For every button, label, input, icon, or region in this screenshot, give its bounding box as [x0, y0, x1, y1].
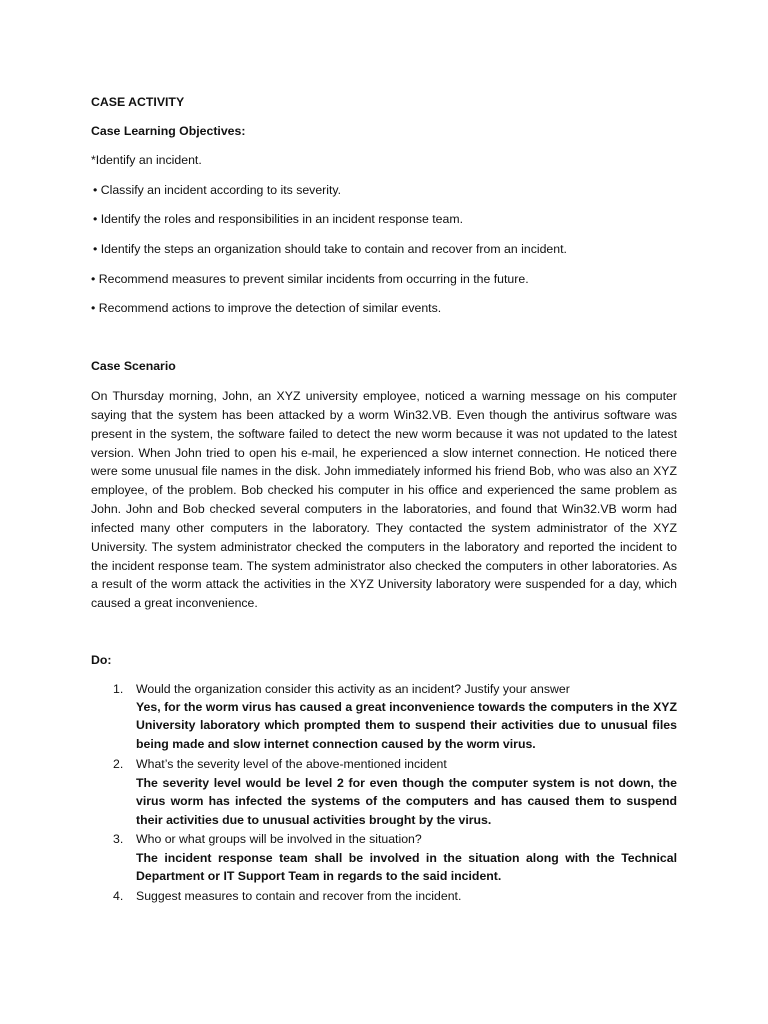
objectives-heading: Case Learning Objectives: — [91, 124, 246, 138]
objective-item: *Identify an incident. — [91, 153, 202, 167]
scenario-heading: Case Scenario — [91, 359, 176, 373]
answer-text: The severity level would be level 2 for even though the computer system is not down, the virus worm has infected the systems of the computers and has caused them to suspend their activities due to unusual activities brought by the virus. — [136, 776, 677, 827]
objective-item: • Identify the roles and responsibilities in an incident response team. — [93, 212, 464, 226]
question-number: 3. — [113, 832, 124, 846]
objective-item: • Classify an incident according to its severity. — [93, 183, 342, 197]
question-text: What’s the severity level of the above-mentioned incident — [136, 757, 447, 771]
document-title: CASE ACTIVITY — [91, 95, 185, 109]
objective-item: • Recommend actions to improve the detection of similar events. — [91, 301, 442, 315]
question-text: Who or what groups will be involved in the situation? — [136, 832, 422, 846]
objective-item: • Recommend measures to prevent similar incidents from occurring in the future. — [91, 272, 529, 286]
question-number: 4. — [113, 889, 124, 903]
objective-item: • Identify the steps an organization should take to contain and recover from an incident. — [93, 242, 567, 256]
scenario-paragraph: On Thursday morning, John, an XYZ university employee, noticed a warning message on his computer saying that the system has been attacked by a worm Win32.VB. Even though the antivirus software was present in the system, the software failed to detect the new worm because it was not updated to the latest version. When John tried to open his e-mail, he experienced a slow internet connection. He noticed there were some unusual file names in the disk. John immediately informed his friend Bob, who was also an XYZ employee, of the problem. Bob checked his computer in his office and experienced the same problem as John. John and Bob checked several computers in the laboratories, and found that Win32.VB worm had infected many other computers in the laboratory. They contacted the system administrator of the XYZ University. The system administrator checked the computers in the laboratory and reported the incident to the incident response team. The system administrator also checked the computers in other laboratories. As a result of the worm attack the activities in the XYZ University laboratory were suspended for a day, which caused a great inconvenience. — [91, 389, 677, 611]
question-number: 1. — [113, 682, 124, 696]
do-heading: Do: — [91, 653, 112, 667]
answer-text: Yes, for the worm virus has caused a great inconvenience towards the computers in the XYZ University laboratory which prompted them to suspend their activities due to unusual files being made and slow internet connection caused by the worm virus. — [136, 700, 677, 751]
question-number: 2. — [113, 757, 124, 771]
answer-text: The incident response team shall be involved in the situation along with the Technical Department or IT Support Team in regards to the said incident. — [136, 851, 677, 884]
question-text: Would the organization consider this activity as an incident? Justify your answer — [136, 682, 570, 696]
question-text: Suggest measures to contain and recover from the incident. — [136, 889, 462, 903]
